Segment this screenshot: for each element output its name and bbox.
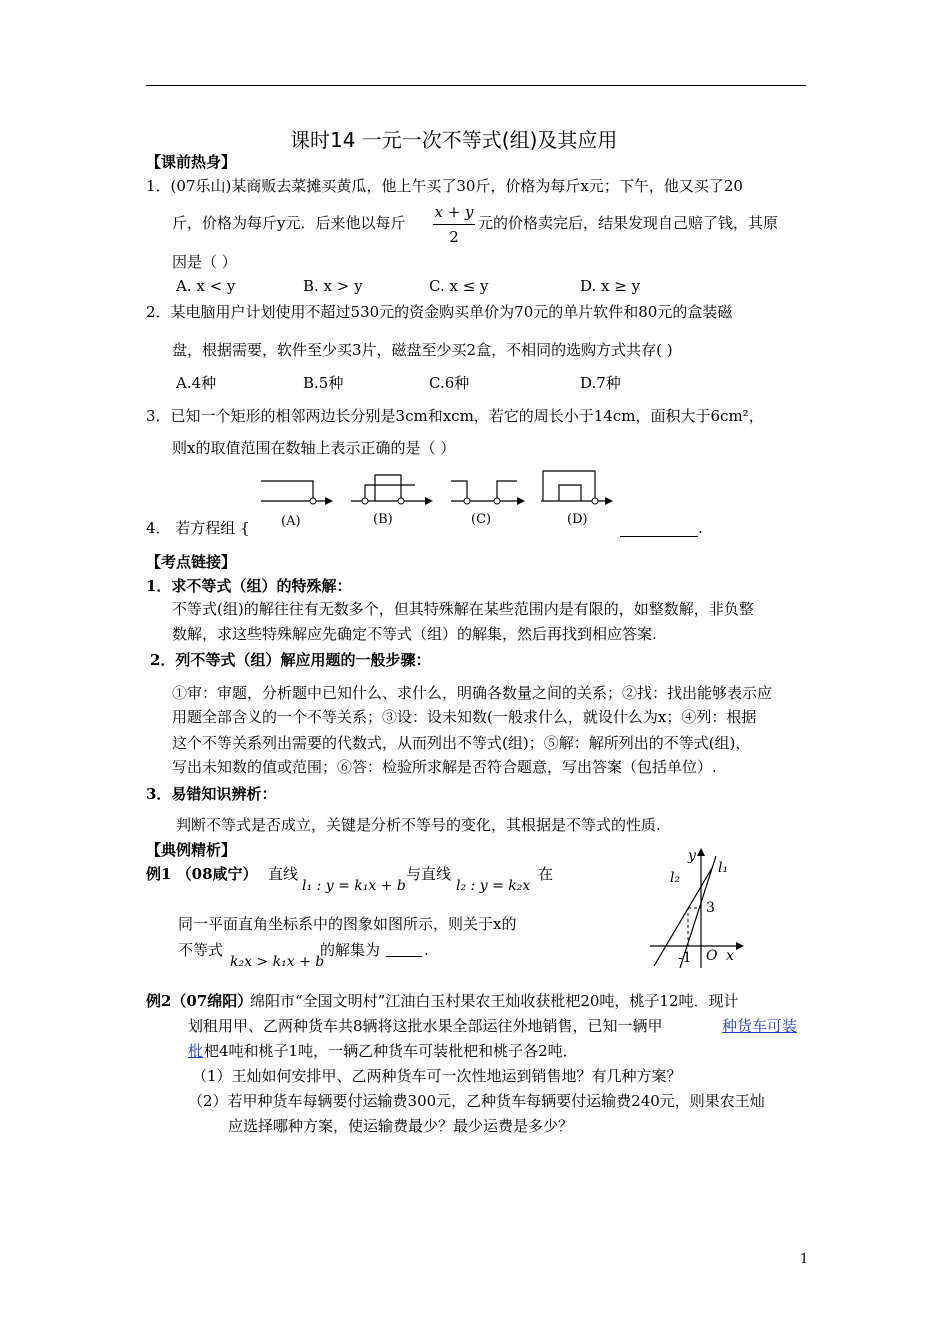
q3-figure-c: [451, 481, 525, 527]
ex1-label: 例1 （08咸宁）: [146, 865, 258, 883]
q3-label-b: (B): [373, 512, 393, 527]
q4-answer-blank: [620, 536, 698, 537]
q4-period: .: [698, 519, 703, 537]
ex1-text-b: 与直线: [406, 865, 452, 883]
ex1-text-c: 在: [538, 865, 554, 883]
q3-label-c: (C): [471, 512, 492, 527]
ex1-line-l1: l₁ : y = k₁x + b: [302, 878, 406, 894]
ex2-line1: 绵阳市“全国文明村”江油白玉村果农王灿收获枇杷20吨，桃子12吨．现计: [250, 992, 739, 1010]
q1-option-b: B. x > y: [303, 277, 363, 295]
q1-frac-numerator: x + y: [434, 203, 474, 221]
x-tick-label: -1: [678, 950, 692, 966]
q3-figure-d: [541, 471, 613, 527]
k1-line1: 不等式(组)的解往往有无数多个，但其特殊解在某些范围内是有限的，如整数解，非负整: [172, 600, 754, 618]
ex1-line3b: 的解集为: [320, 941, 381, 959]
ex1-line3a: 不等式: [178, 941, 224, 959]
y-tick-label: 3: [706, 900, 715, 916]
ex2-line2a: 划租用甲、乙两种货车共8辆将这批水果全部运往外地销售，已知一辆甲: [188, 1017, 663, 1035]
k2-line2: 用题全部含义的一个不等关系；③设：设未知数(一般求什么，就设什么为x；④列：根据: [172, 708, 757, 726]
origin-label: O: [706, 948, 718, 964]
q3-figure-a: [261, 481, 333, 529]
ex2-line3b: 杷4吨和桃子1吨，一辆乙种货车可装枇杷和桃子各2吨．: [204, 1042, 578, 1060]
k3-heading: 3．易错知识辨析：: [146, 785, 277, 803]
y-axis-label: y: [688, 848, 696, 864]
ex1-graph: [640, 842, 760, 972]
k2-line4: 写出未知数的值或范围；⑥答：检验所求解是否符合题意，写出答案（包括单位）.: [172, 758, 717, 776]
q1-frac-denominator: 2: [449, 228, 459, 246]
q1-line3: 因是（ ）: [172, 253, 237, 271]
ex1-line2: 同一平面直角坐标系中的图象如图所示，则关于x的: [178, 915, 517, 933]
k2-heading: 2．列不等式（组）解应用题的一般步骤：: [150, 651, 431, 669]
k1-line2: 数解，求这些特殊解应先确定不等式（组）的解集，然后再找到相应答案.: [172, 625, 657, 643]
ex1-answer-blank: [386, 956, 422, 957]
ex1-line-l2: l₂ : y = k₂x: [456, 878, 531, 894]
q2-line2: 盘，根据需要，软件至少买3片，磁盘至少买2盒，不相同的选购方式共存( ): [172, 341, 673, 359]
x-axis-label: x: [726, 948, 734, 964]
l2-label: l₂: [670, 870, 681, 886]
page-number: 1: [800, 1252, 809, 1267]
k1-heading: 1．求不等式（组）的特殊解：: [146, 577, 352, 595]
section-examples: 【典例精析】: [146, 841, 237, 859]
q2-option-d: D.7种: [580, 374, 621, 392]
q4-text: 4． 若方程组 {: [146, 519, 250, 537]
q3-figure-b: [351, 475, 433, 527]
header-rule: [146, 85, 806, 86]
k2-line3: 这个不等关系列出需要的代数式，从而列出不等式(组)；⑤解：解所列出的不等式(组)，: [172, 734, 751, 752]
q2-option-c: C.6种: [429, 374, 470, 392]
ex2-link-part1[interactable]: 种货车可装: [722, 1017, 798, 1035]
q1-line2a: 斤，价格为每斤y元．后来他以每斤: [172, 214, 406, 232]
ex1-inequality: k₂x > k₁x + b: [230, 954, 325, 970]
ex2-sub2b: 应选择哪种方案，使运输费最少？最少运费是多少？: [228, 1117, 574, 1135]
section-warmup: 【课前热身】: [146, 153, 237, 171]
q2-line1: 2．某电脑用户计划使用不超过530元的资金购买单价为70元的单片软件和80元的盒装磁: [146, 303, 733, 321]
q1-line1: 1．(07乐山)某商贩去菜摊买黄瓜，他上午买了30斤，价格为每斤x元；下午，他又买了20: [146, 177, 743, 195]
ex1-period: .: [424, 941, 429, 959]
ex2-label: 例2（07绵阳）: [146, 992, 253, 1010]
q1-option-c: C. x ≤ y: [429, 277, 489, 295]
ex1-text-a: 直线: [268, 865, 299, 883]
section-links: 【考点链接】: [146, 553, 237, 571]
q2-option-b: B.5种: [303, 374, 344, 392]
q1-option-d: D. x ≥ y: [580, 277, 641, 295]
page-title: 课时14 一元一次不等式(组)及其应用: [290, 128, 618, 152]
q3-number-line-figures: [255, 465, 625, 535]
q2-option-a: A.4种: [176, 374, 217, 392]
ex2-sub2a: （2）若甲种货车每辆要付运输费300元，乙种货车每辆要付运输费240元，则果农王灿: [188, 1092, 765, 1110]
q3-line2: 则x的取值范围在数轴上表示正确的是（ ）: [172, 439, 456, 457]
q1-fraction: [431, 202, 477, 247]
q3-line1: 3．已知一个矩形的相邻两边长分别是3cm和xcm，若它的周长小于14cm，面积大于6cm²，: [146, 407, 764, 425]
k3-line1: 判断不等式是否成立，关键是分析不等号的变化，其根据是不等式的性质.: [176, 816, 661, 834]
ex2-sub1: （1）王灿如何安排甲、乙两种货车可一次性地运到销售地？有几种方案？: [192, 1067, 682, 1085]
ex2-link-part2[interactable]: 枇: [188, 1042, 204, 1060]
q3-label-a: (A): [281, 514, 301, 529]
q1-line2b: 元的价格卖完后，结果发现自己赔了钱，其原: [478, 214, 779, 232]
q1-option-a: A. x < y: [176, 277, 236, 295]
l1-label: l₁: [718, 860, 729, 876]
q3-label-d: (D): [567, 512, 588, 527]
k2-line1: ①审：审题，分析题中已知什么、求什么，明确各数量之间的关系；②找：找出能够表示应: [172, 684, 773, 702]
